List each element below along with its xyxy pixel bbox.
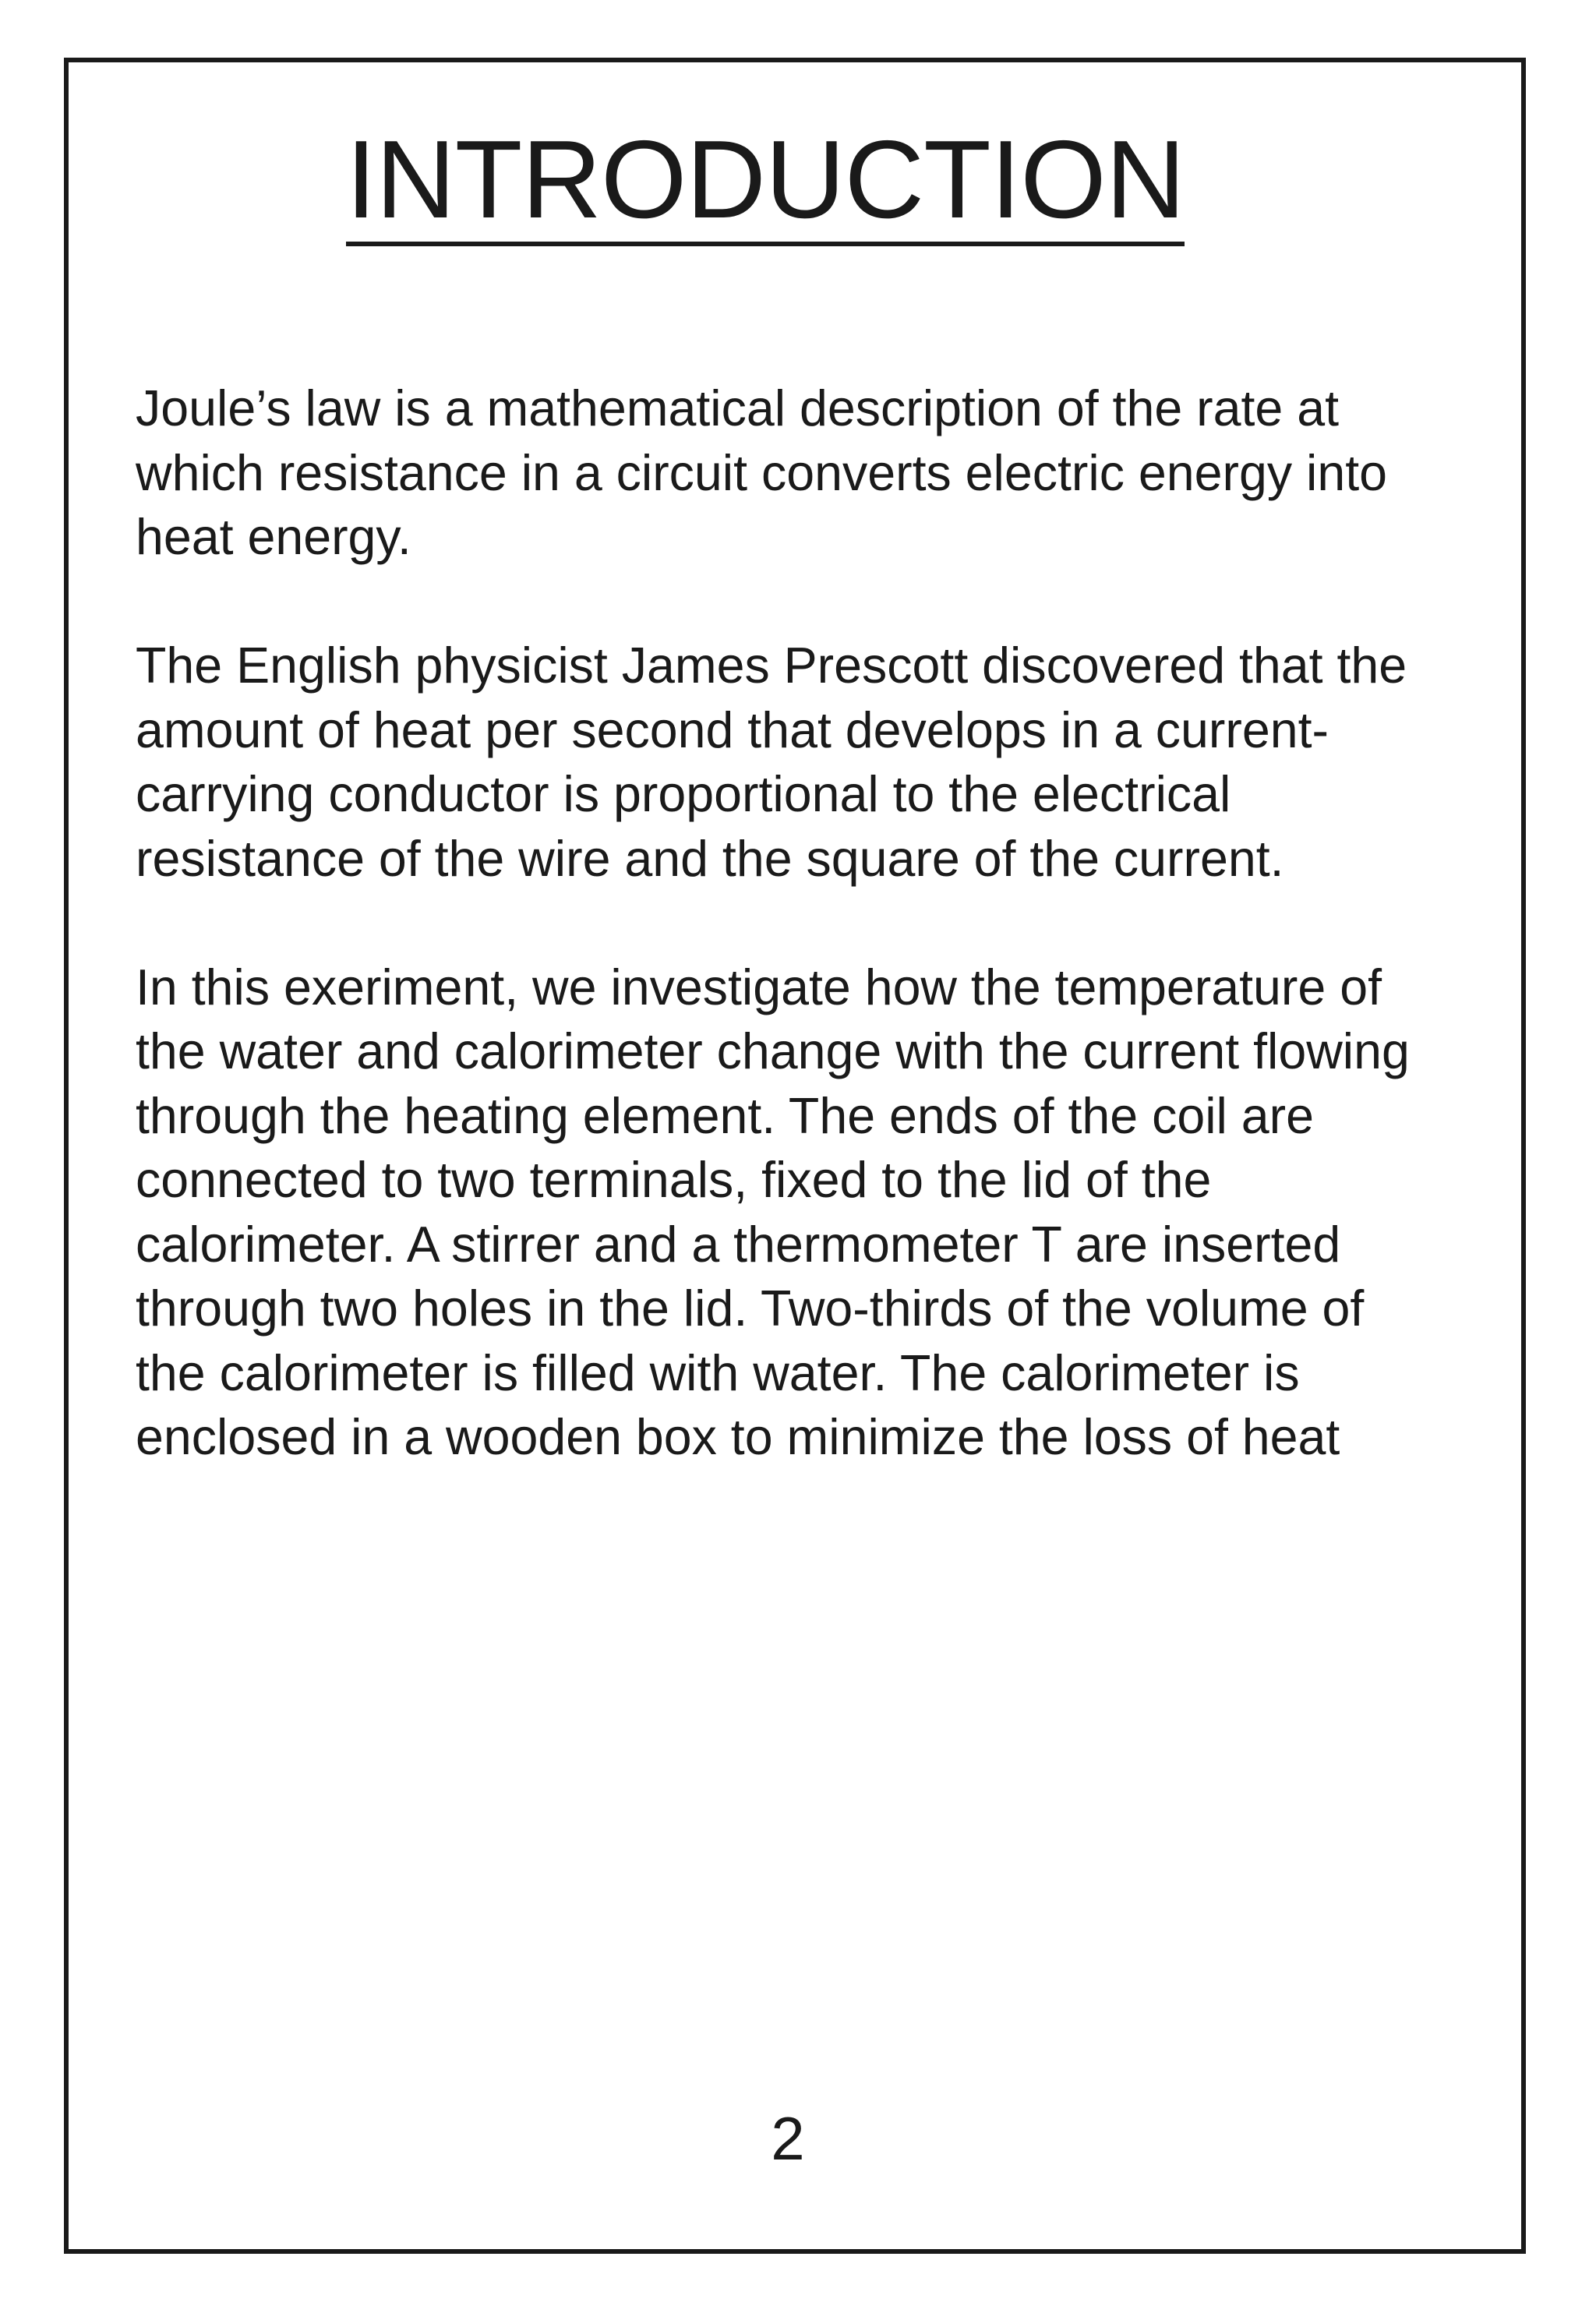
- page-title-text: INTRODUCTION: [346, 125, 1185, 246]
- introduction-body: [136, 376, 1437, 1534]
- paragraph-prescott-discovery: The English physicist James Prescott discovered that the amount of heat per second that develops in a current-carrying conductor is proportional to the electrical resistance of the wire and the square of the current.: [136, 637, 1407, 887]
- paragraph-joules-law: Joule’s law is a mathematical description of the rate at which resistance in a circuit converts electric energy into heat energy.: [136, 380, 1388, 565]
- page-title: [0, 118, 1531, 246]
- page-number: 2: [771, 2104, 805, 2173]
- paragraph-experiment-description: In this exeriment, we investigate how the temperature of the water and calorimeter change with the current flowing through the heating element. The ends of the coil are connected to two terminals, fixed to the lid of the calorimeter. A stirrer and a thermometer T are inserted through two holes in the lid. Two-thirds of the volume of the calorimeter is filled with water. The calorimeter is enclosed in a wooden box to minimize the loss of heat: [136, 959, 1410, 1465]
